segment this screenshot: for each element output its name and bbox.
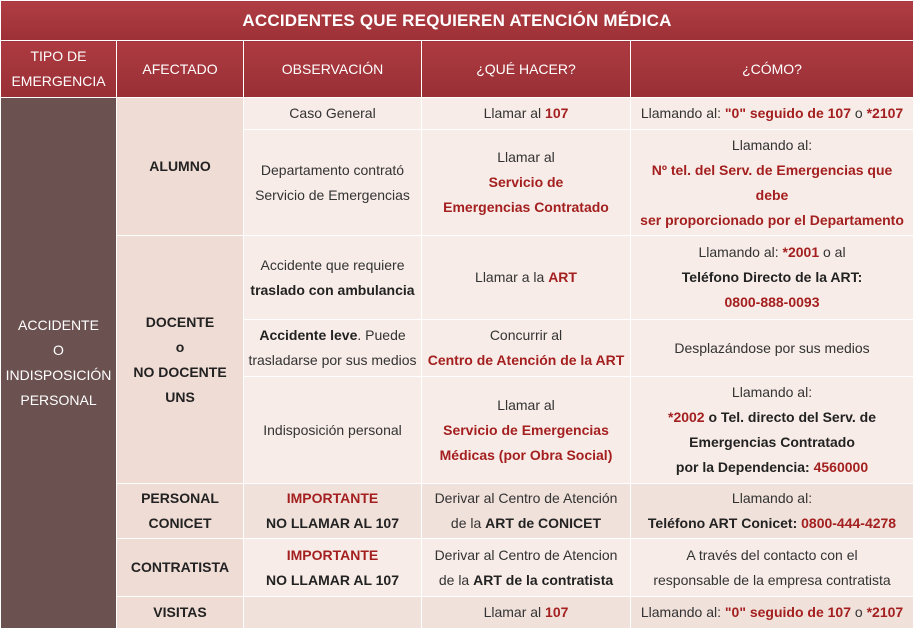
obs-visitas [244, 597, 422, 629]
hacer-contratista: Derivar al Centro de Atencion de la ART de la contratista [422, 539, 631, 597]
hacer-alumno-departamento: Llamar al Servicio de Emergencias Contratado [422, 130, 631, 236]
afectado-conicet: PERSONAL CONICET [117, 484, 244, 539]
afectado-contratista: CONTRATISTA [117, 539, 244, 597]
como-alumno-general: Llamando al: "0" seguido de 107 o *2107 [631, 98, 913, 130]
como-indisposicion: Llamando al: *2002 o Tel. directo del Serv. de Emergencias Contratado por la Dependencia: 4560000 [631, 377, 913, 484]
hacer-conicet: Derivar al Centro de Atención de la ART de CONICET [422, 484, 631, 539]
header-tipo: TIPO DE EMERGENCIA [1, 41, 117, 98]
header-que-hacer: ¿QUÉ HACER? [422, 41, 631, 98]
header-observacion: OBSERVACIÓN [244, 41, 422, 98]
tipo-emergencia-cell: ACCIDENTE O INDISPOSICIÓN PERSONAL [1, 98, 117, 629]
como-desplazandose: Desplazándose por sus medios [631, 320, 913, 377]
header-afectado: AFECTADO [117, 41, 244, 98]
table-title: ACCIDENTES QUE REQUIEREN ATENCIÓN MÉDICA [1, 1, 913, 41]
hacer-visitas: Llamar al 107 [422, 597, 631, 629]
hacer-llamar-art: Llamar a la ART [422, 236, 631, 320]
obs-accidente-leve: Accidente leve. Puede trasladarse por sus medios [244, 320, 422, 377]
hacer-servicio-medicas: Llamar al Servicio de Emergencias Médicas (por Obra Social) [422, 377, 631, 484]
como-visitas: Llamando al: "0" seguido de 107 o *2107 [631, 597, 913, 629]
afectado-alumno: ALUMNO [117, 98, 244, 236]
hacer-concurrir-centro: Concurrir al Centro de Atención de la ART [422, 320, 631, 377]
como-llamar-art: Llamando al: *2001 o al Teléfono Directo de la ART: 0800-888-0093 [631, 236, 913, 320]
obs-traslado-ambulancia: Accidente que requiere traslado con ambulancia [244, 236, 422, 320]
como-conicet: Llamando al: Teléfono ART Conicet: 0800-444-4278 [631, 484, 913, 539]
afectado-docente: DOCENTE o NO DOCENTE UNS [117, 236, 244, 484]
header-como: ¿CÓMO? [631, 41, 913, 98]
obs-contratista: IMPORTANTE NO LLAMAR AL 107 [244, 539, 422, 597]
como-alumno-departamento: Llamando al: Nº tel. del Serv. de Emergencias que debe ser proporcionado por el Departamento [631, 130, 913, 236]
obs-indisposicion: Indisposición personal [244, 377, 422, 484]
obs-conicet: IMPORTANTE NO LLAMAR AL 107 [244, 484, 422, 539]
hacer-alumno-general: Llamar al 107 [422, 98, 631, 130]
obs-caso-general: Caso General [244, 98, 422, 130]
como-contratista: A través del contacto con el responsable de la empresa contratista [631, 539, 913, 597]
obs-departamento: Departamento contrató Servicio de Emergencias [244, 130, 422, 236]
afectado-visitas: VISITAS [117, 597, 244, 629]
